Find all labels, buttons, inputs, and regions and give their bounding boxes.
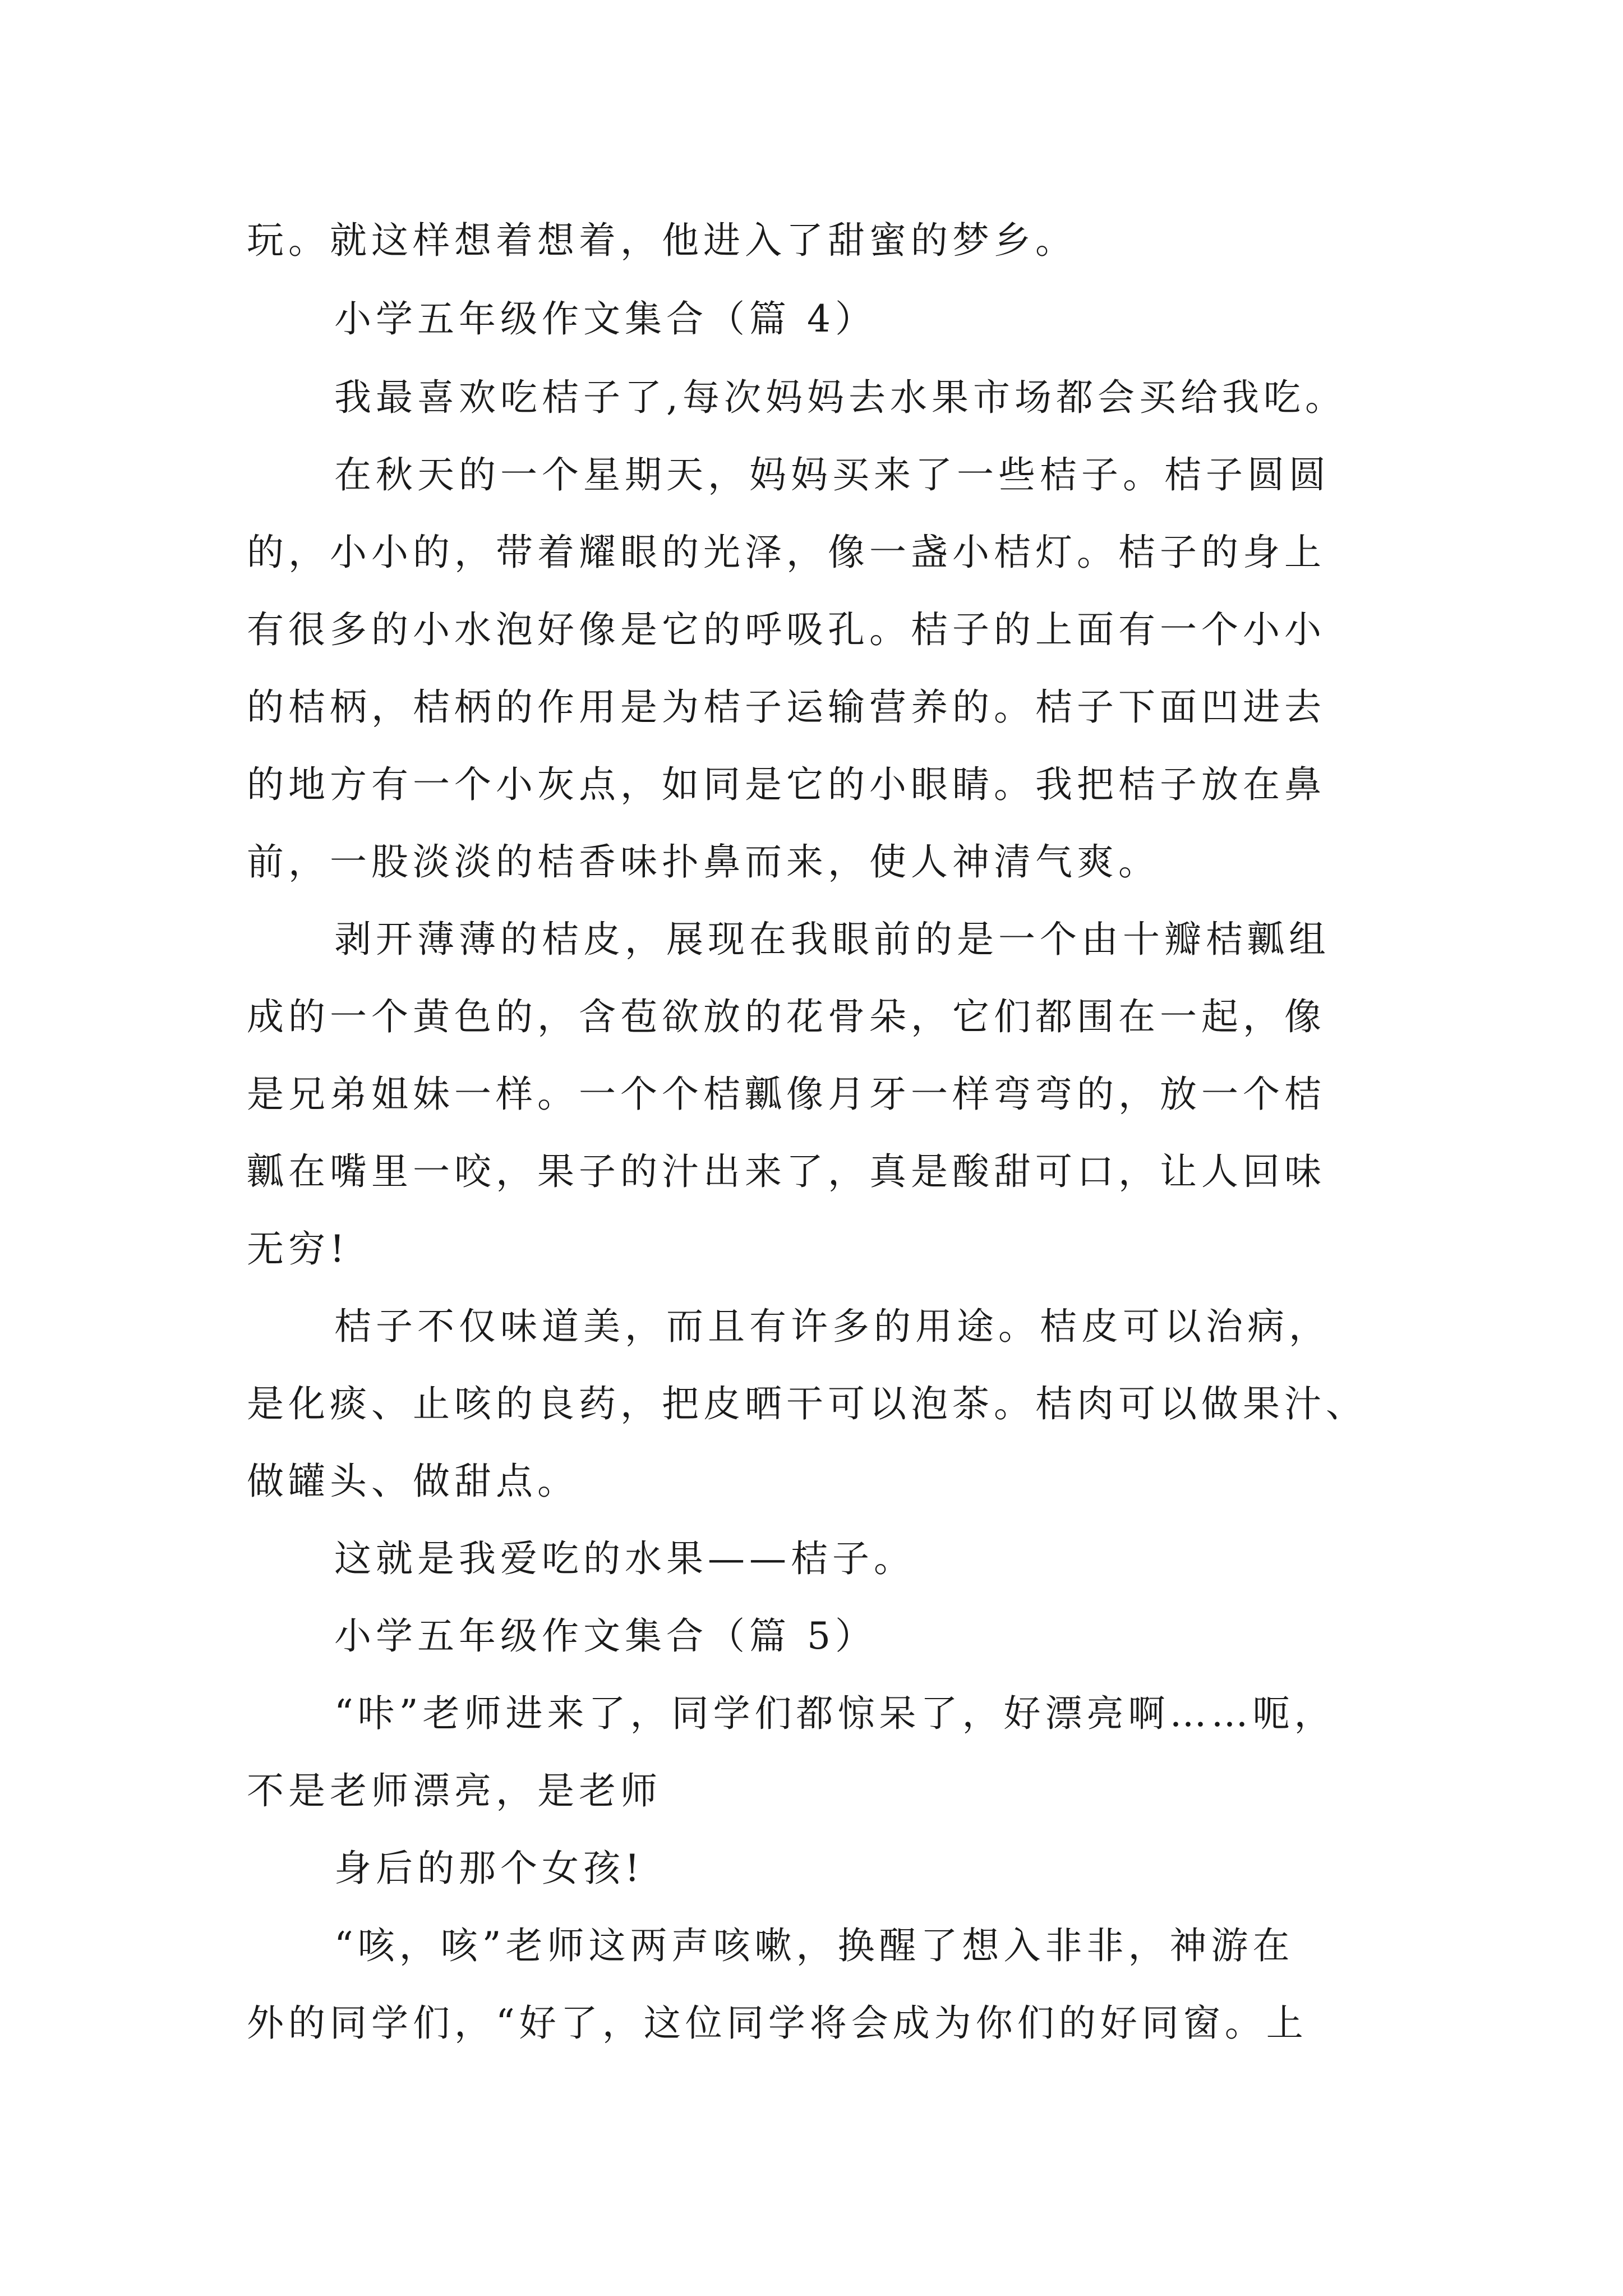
text-line: 是兄弟姐妹一样。一个个桔瓤像月牙一样弯弯的，放一个桔 xyxy=(247,1073,1326,1116)
text-line: “咔”老师进来了，同学们都惊呆了，好漂亮啊……呃， xyxy=(334,1692,1336,1735)
text-line: 的桔柄，桔柄的作用是为桔子运输营养的。桔子下面凹进去 xyxy=(247,685,1326,729)
text-line: 有很多的小水泡好像是它的呼吸孔。桔子的上面有一个小小 xyxy=(247,608,1326,651)
text-line: 这就是我爱吃的水果——桔子。 xyxy=(334,1537,915,1580)
text-line: 剥开薄薄的桔皮，展现在我眼前的是一个由十瓣桔瓤组 xyxy=(334,918,1330,961)
text-line: 在秋天的一个星期天，妈妈买来了一些桔子。桔子圆圆 xyxy=(334,453,1330,496)
text-line: 的地方有一个小灰点，如同是它的小眼睛。我把桔子放在鼻 xyxy=(247,763,1326,806)
section-heading: 小学五年级作文集合（篇 5） xyxy=(334,1614,877,1658)
text-line: 身后的那个女孩! xyxy=(334,1847,644,1890)
section-heading: 小学五年级作文集合（篇 4） xyxy=(334,297,877,341)
text-line: 无穷! xyxy=(247,1227,349,1271)
text-line: 成的一个黄色的，含苞欲放的花骨朵，它们都围在一起，像 xyxy=(247,995,1326,1038)
text-line: “咳，咳”老师这两声咳嗽，换醒了想入非非，神游在 xyxy=(334,1924,1294,1967)
text-line: 外的同学们，“好了，这位同学将会成为你们的好同窗。上 xyxy=(247,2001,1308,2045)
text-line: 瓤在嘴里一咬，果子的汁出来了，真是酸甜可口，让人回味 xyxy=(247,1150,1326,1193)
text-line: 桔子不仅味道美，而且有许多的用途。桔皮可以治病， xyxy=(334,1305,1330,1348)
text-line: 是化痰、止咳的良药，把皮晒干可以泡茶。桔肉可以做果汁、 xyxy=(247,1382,1367,1425)
text-line: 的，小小的，带着耀眼的光泽，像一盏小桔灯。桔子的身上 xyxy=(247,531,1326,574)
text-line: 前，一股淡淡的桔香味扑鼻而来，使人神清气爽。 xyxy=(247,840,1160,884)
text-line: 做罐头、做甜点。 xyxy=(247,1460,579,1503)
text-line: 不是老师漂亮，是老师 xyxy=(247,1769,662,1812)
text-line: 玩。就这样想着想着，他进入了甜蜜的梦乡。 xyxy=(247,219,1077,262)
text-line: 我最喜欢吃桔子了,每次妈妈去水果市场都会买给我吃。 xyxy=(334,376,1347,419)
